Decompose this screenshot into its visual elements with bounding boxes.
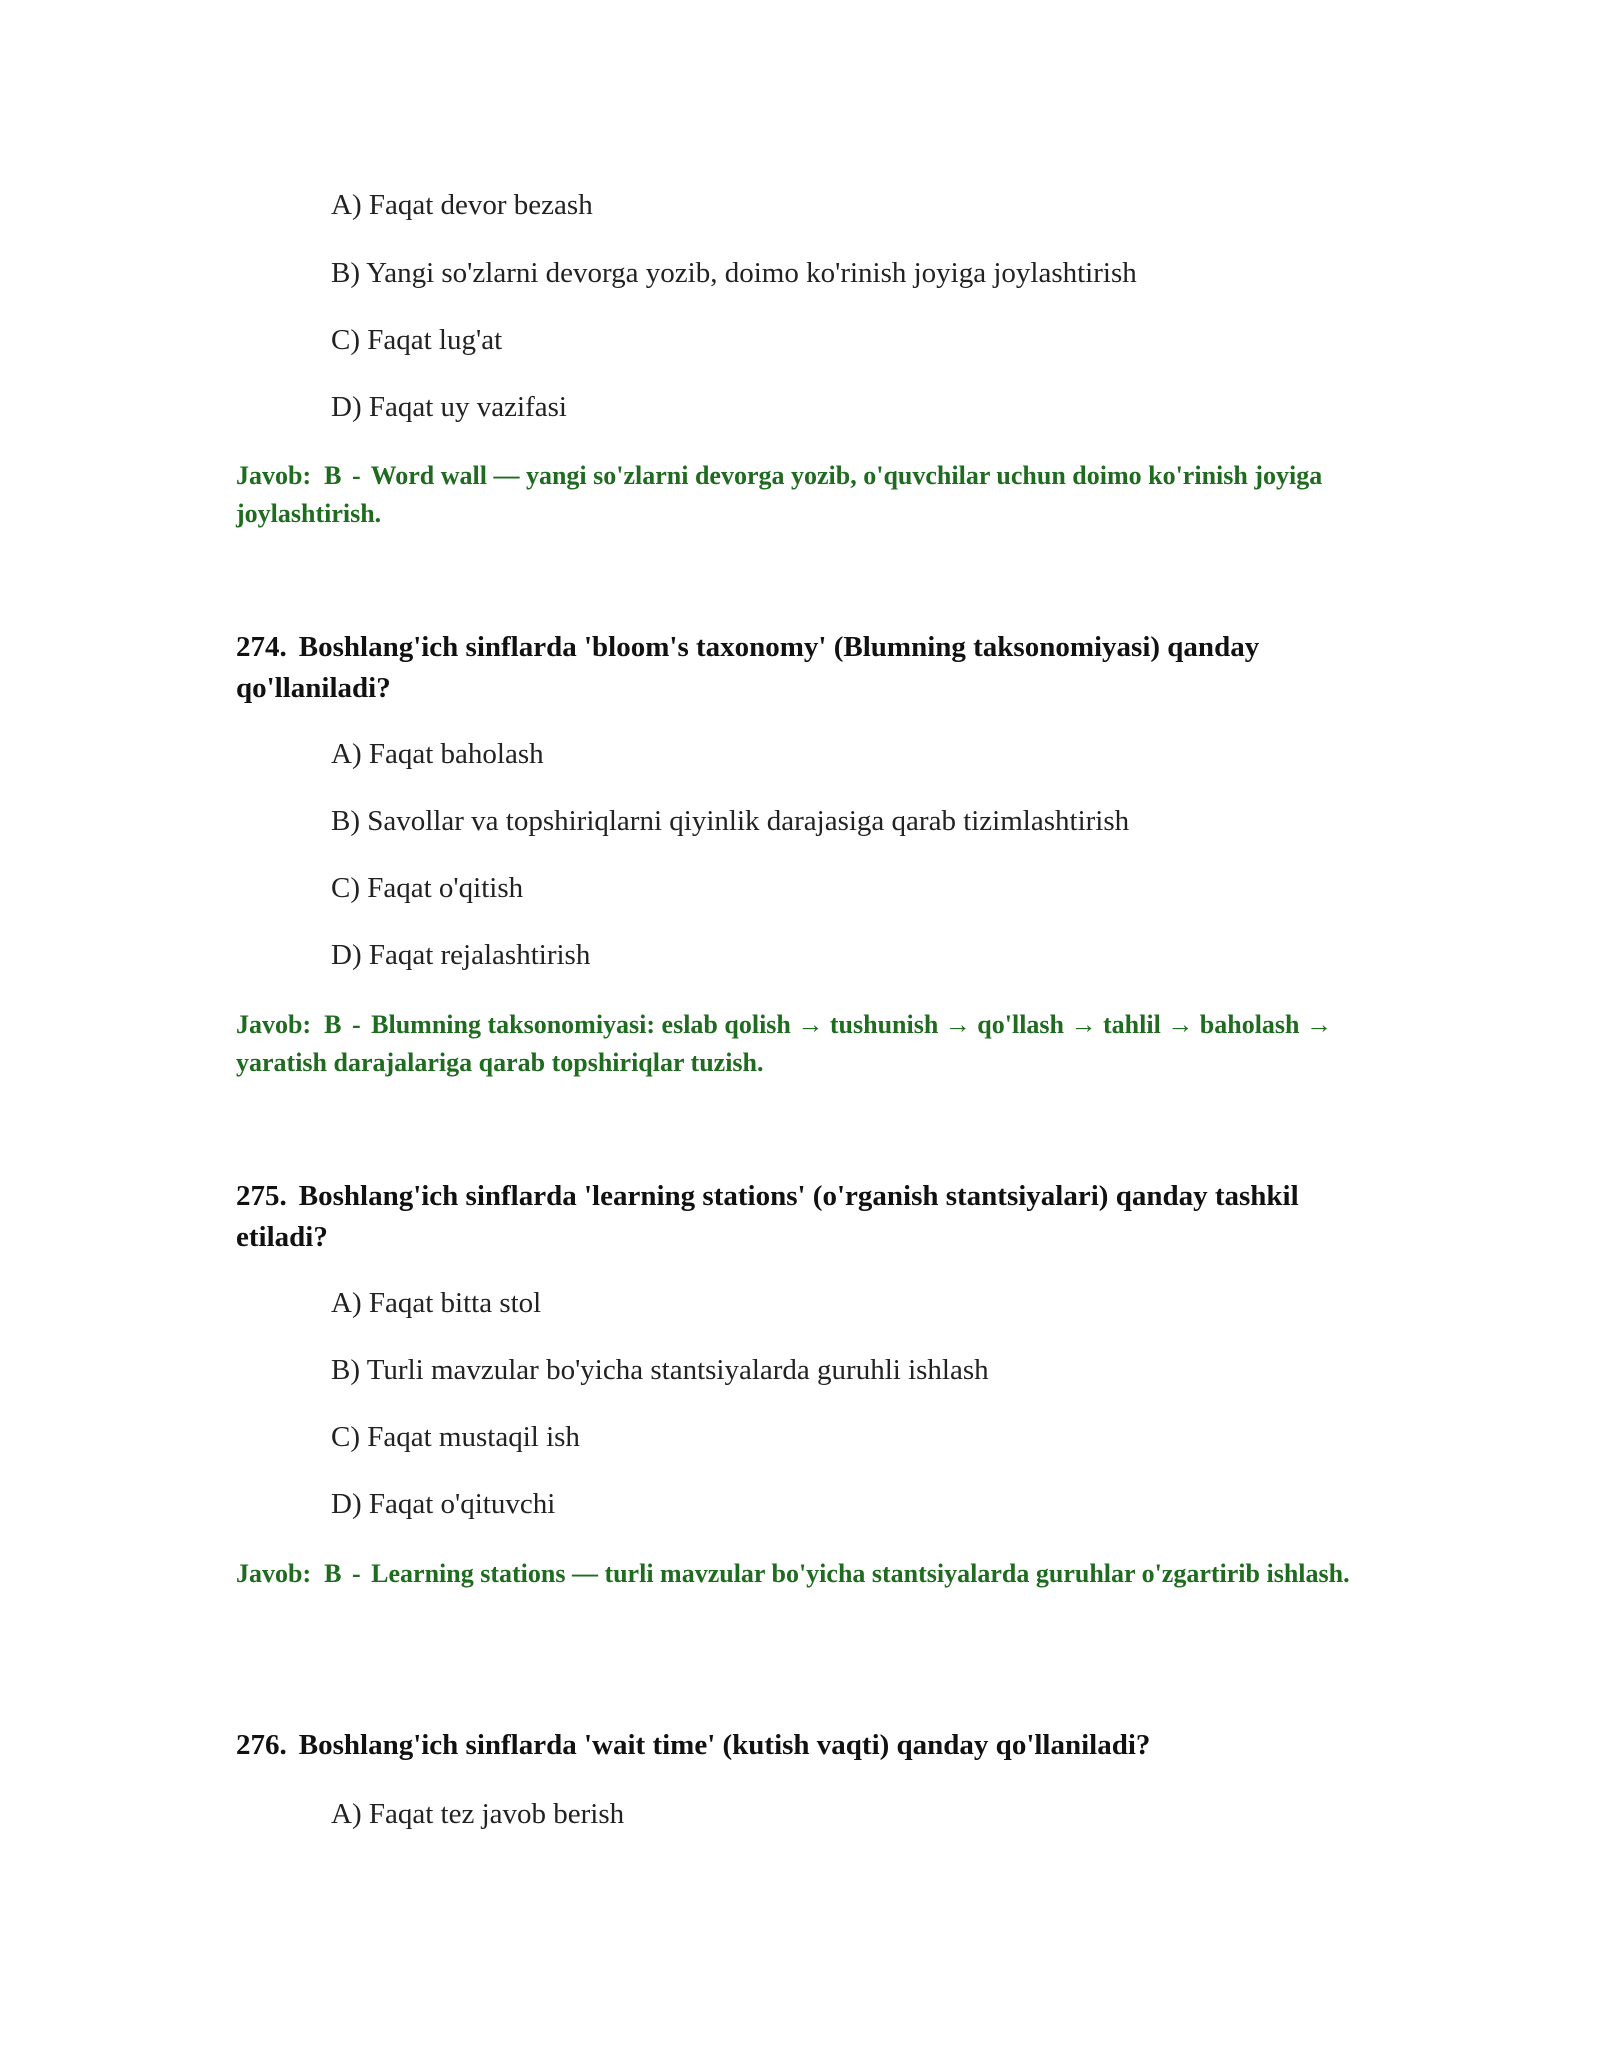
question-heading	[236, 627, 1386, 709]
option-c: C) Faqat lug'at	[331, 324, 503, 356]
option-a: A) Faqat baholash	[331, 738, 544, 770]
answer-prefix: Javob:	[236, 461, 312, 490]
option-d: D) Faqat o'qituvchi	[331, 1488, 556, 1520]
answer-letter: B	[324, 1010, 342, 1039]
answer-dash: -	[351, 1559, 361, 1588]
option-b: B) Turli mavzular bo'yicha stantsiyalarda guruhli ishlash	[331, 1354, 989, 1386]
answer-letter: B	[324, 461, 342, 490]
option-b: B) Savollar va topshiriqlarni qiyinlik darajasiga qarab tizimlashtirish	[331, 805, 1130, 837]
answer-text	[236, 1555, 1386, 1593]
option-d: D) Faqat uy vazifasi	[331, 391, 567, 423]
question-number: 274.	[236, 631, 287, 663]
question-number: 275.	[236, 1180, 287, 1212]
option-d: D) Faqat rejalashtirish	[331, 939, 591, 971]
question-text: Boshlang'ich sinflarda 'wait time' (kutish vaqti) qanday qo'llaniladi?	[298, 1729, 1151, 1761]
answer-explanation: Learning stations — turli mavzular bo'yicha stantsiyalarda guruhlar o'zgartirib ishlash.	[371, 1559, 1350, 1588]
question-text: Boshlang'ich sinflarda 'bloom's taxonomy' (Blumning taksonomiyasi) qanday qo'llaniladi?	[236, 631, 1260, 704]
question-heading	[236, 1176, 1386, 1258]
question-heading	[236, 1725, 1386, 1766]
option-a: A) Faqat tez javob berish	[331, 1798, 625, 1830]
answer-explanation: Blumning taksonomiyasi: eslab qolish → tushunish → qo'llash → tahlil → baholash → yaratish darajalariga qarab topshiriqlar tuzish.	[236, 1010, 1333, 1077]
question-text: Boshlang'ich sinflarda 'learning stations' (o'rganish stantsiyalari) qanday tashkil etiladi?	[236, 1180, 1299, 1253]
option-b: B) Yangi so'zlarni devorga yozib, doimo ko'rinish joyiga joylashtirish	[331, 257, 1137, 289]
option-a: A) Faqat bitta stol	[331, 1287, 542, 1319]
answer-letter: B	[324, 1559, 342, 1588]
option-c: C) Faqat o'qitish	[331, 872, 524, 904]
answer-dash: -	[351, 1010, 361, 1039]
question-number: 276.	[236, 1729, 287, 1761]
option-c: C) Faqat mustaqil ish	[331, 1421, 580, 1453]
answer-prefix: Javob:	[236, 1559, 312, 1588]
option-a: A) Faqat devor bezash	[331, 189, 593, 221]
answer-prefix: Javob:	[236, 1010, 312, 1039]
answer-text	[236, 1006, 1386, 1082]
answer-text	[236, 457, 1386, 533]
answer-dash: -	[351, 461, 361, 490]
answer-explanation: Word wall — yangi so'zlarni devorga yozib, o'quvchilar uchun doimo ko'rinish joyiga joylashtirish.	[236, 461, 1323, 528]
